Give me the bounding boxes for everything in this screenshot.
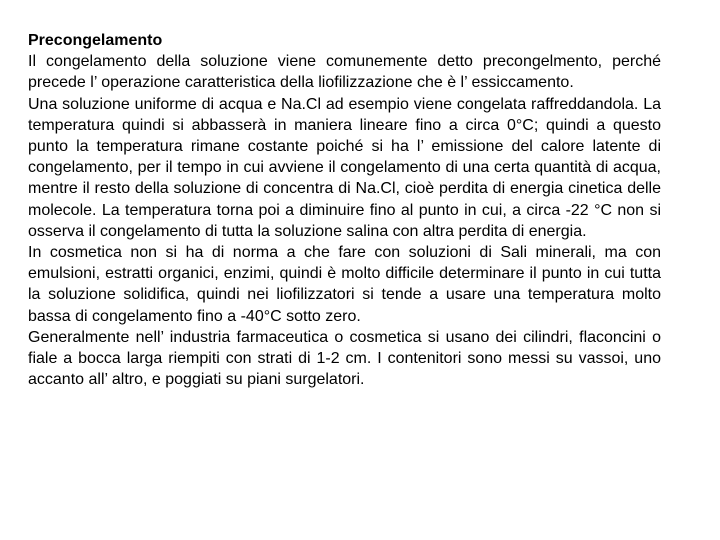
paragraph-intro: Il congelamento della soluzione viene comunemente detto precongelmento, perché precede l’ operazione caratteristica della liofilizzazione che è l’ essiccamento. xyxy=(28,53,661,92)
paragraph-nacl-example: Una soluzione uniforme di acqua e Na.Cl ad esempio viene congelata raffreddandola. La temperatura quindi si abbasserà in maniera lineare fino a circa 0°C; quindi a questo punto la temperatura rimane costante poiché si ha l’ emissione del calore latente di congelamento, per il tempo in cui avviene il congelamento di una certa quantità di acqua, mentre il resto della soluzione di concentra di Na.Cl, cioè perdita di energia cinetica delle molecole. La temperatura torna poi a diminuire fino al punto in cui, a circa -22 °C non si osserva il congelamento di tutta la soluzione salina con altra perdita di energia. xyxy=(28,95,661,240)
document-title: Precongelamento xyxy=(28,32,163,49)
paragraph-containers: Generalmente nell’ industria farmaceutica o cosmetica si usano dei cilindri, flaconcini o fiale a bocca larga riempiti con strati di 1-2 cm. I contenitori sono messi su vassoi, uno accanto all’ altro, e poggiati su piani surgelatori. xyxy=(28,328,661,389)
paragraph-cosmetics: In cosmetica non si ha di norma a che fare con soluzioni di Sali minerali, ma con emulsioni, estratti organici, enzimi, quindi è molto difficile determinare il punto in cui tutta la soluzione solidifica, quindi nei liofilizzatori si tende a usare una temperatura molto bassa di congelamento fino a -40°C sotto zero. xyxy=(28,244,661,325)
document-body xyxy=(28,30,661,390)
